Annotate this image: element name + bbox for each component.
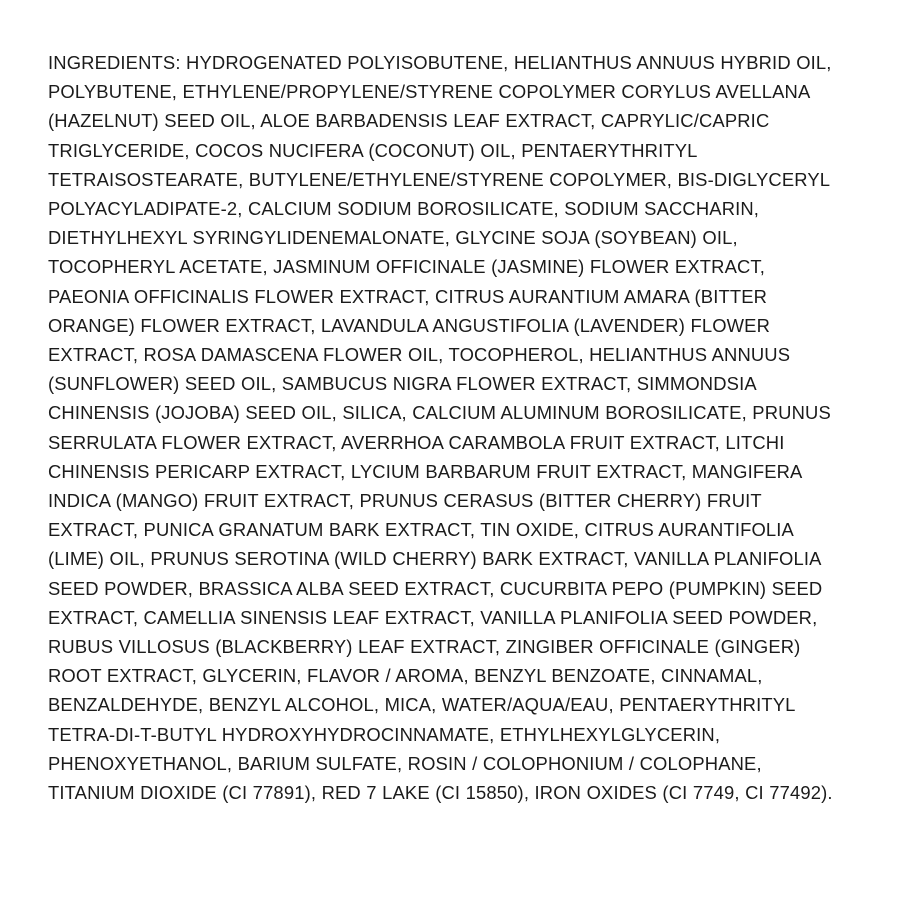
ingredients-list-text: INGREDIENTS: HYDROGENATED POLYISOBUTENE, HELIANTHUS ANNUUS HYBRID OIL, POLYBUTENE, ETHYLENE/PROPYLENE/STYRENE COPOLYMER CORYLUS AVELLANA (HAZELNUT) SEED OIL, ALOE BARBADENSIS LEAF EXTRACT, CAPRYLIC/CAPRIC TRIGLYCERIDE, COCOS NUCIFERA (COCONUT) OIL, PENTAERYTHRITYL TETRAISOSTEARATE, BUTYLENE/ETHYLENE/STYRENE COPOLYMER, BIS-DIGLYCERYL POLYACYLADIPATE-2, CALCIUM SODIUM BOROSILICATE, SODIUM SACCHARIN, DIETHYLHEXYL SYRINGYLIDENEMALONATE, GLYCINE SOJA (SOYBEAN) OIL, TOCOPHERYL ACETATE, JASMINUM OFFICINALE (JASMINE) FLOWER EXTRACT, PAEONIA OFFICINALIS FLOWER EXTRACT, CITRUS AURANTIUM AMARA (BITTER ORANGE) FLOWER EXTRACT, LAVANDULA ANGUSTIFOLIA (LAVENDER) FLOWER EXTRACT, ROSA DAMASCENA FLOWER OIL, TOCOPHEROL, HELIANTHUS ANNUUS (SUNFLOWER) SEED OIL, SAMBUCUS NIGRA FLOWER EXTRACT, SIMMONDSIA CHINENSIS (JOJOBA) SEED OIL, SILICA, CALCIUM ALUMINUM BOROSILICATE, PRUNUS SERRULATA FLOWER EXTRACT, AVERRHOA CARAMBOLA FRUIT EXTRACT, LITCHI CHINENSIS PERICARP EXTRACT, LYCIUM BARBARUM FRUIT EXTRACT, MANGIFERA INDICA (MANGO) FRUIT EXTRACT, PRUNUS CERASUS (BITTER CHERRY) FRUIT EXTRACT, PUNICA GRANATUM BARK EXTRACT, TIN OXIDE, CITRUS AURANTIFOLIA (LIME) OIL, PRUNUS SEROTINA (WILD CHERRY) BARK EXTRACT, VANILLA PLANIFOLIA SEED POWDER, BRASSICA ALBA SEED EXTRACT, CUCURBITA PEPO (PUMPKIN) SEED EXTRACT, CAMELLIA SINENSIS LEAF EXTRACT, VANILLA PLANIFOLIA SEED POWDER, RUBUS VILLOSUS (BLACKBERRY) LEAF EXTRACT, ZINGIBER OFFICINALE (GINGER) ROOT EXTRACT, GLYCERIN, FLAVOR / AROMA, BENZYL BENZOATE, CINNAMAL, BENZALDEHYDE, BENZYL ALCOHOL, MICA, WATER/AQUA/EAU, PENTAERYTHRITYL TETRA-DI-T-BUTYL HYDROXYHYDROCINNAMATE, ETHYLHEXYLGLYCERIN, PHENOXYETHANOL, BARIUM SULFATE, ROSIN / COLOPHONIUM / COLOPHANE, TITANIUM DIOXIDE (CI 77891), RED 7 LAKE (CI 15850), IRON OXIDES (CI 7749, CI 77492). (48, 52, 838, 804)
